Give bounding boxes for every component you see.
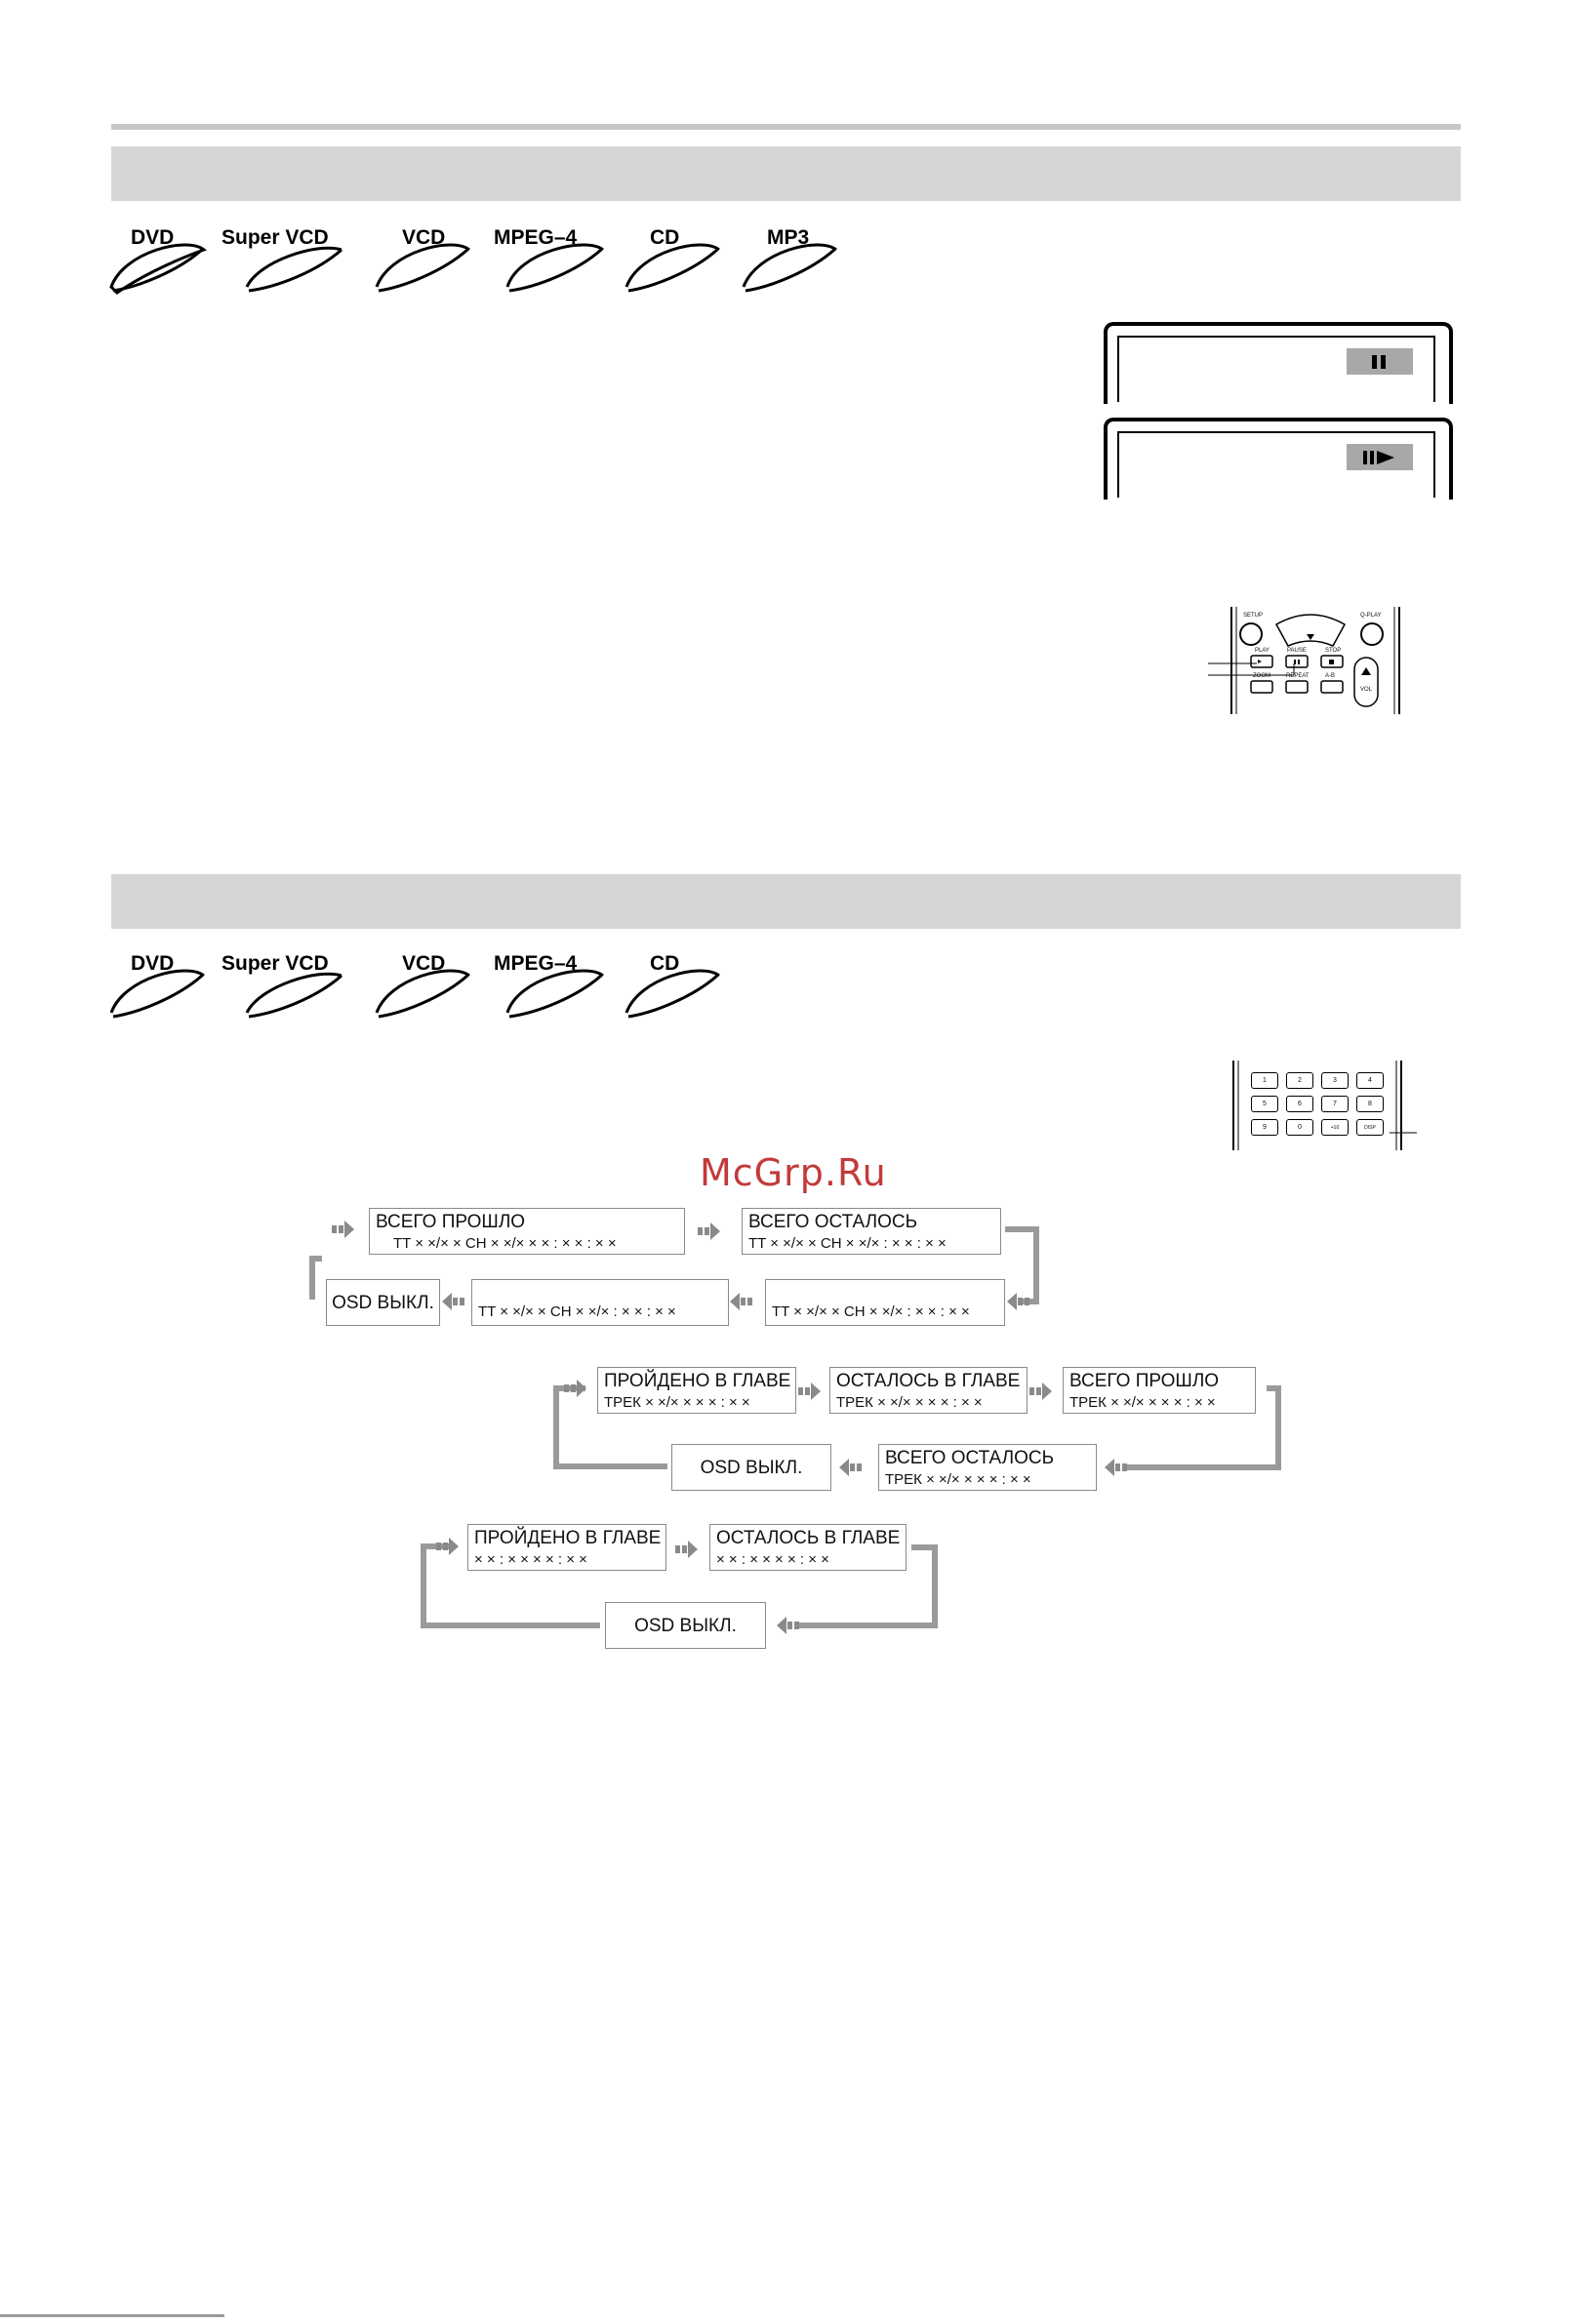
keypad-key-plus10: +10 [1321, 1119, 1349, 1136]
osd-box-off-3: OSD ВЫКЛ. [605, 1602, 766, 1649]
remote-label-play: PLAY [1255, 648, 1270, 654]
remote-label-vol: VOL [1360, 687, 1373, 693]
keypad-key-1: 1 [1251, 1072, 1278, 1089]
remote-label-setup: SETUP [1243, 613, 1264, 619]
osd-box-cd-remaining: ОСТАЛОСЬ В ГЛАВЕ × × : × × × × : × × [709, 1524, 907, 1571]
osd-box-track-elapsed: ПРОЙДЕНО В ГЛАВЕ ТРЕК × ×/× × × × : × × [597, 1367, 796, 1414]
remote-label-zoom: ZOOM [1253, 673, 1270, 679]
keypad-key-disp: DISP [1356, 1119, 1384, 1136]
keypad-key-9: 9 [1251, 1119, 1278, 1136]
osd-box-track-total-elapsed: ВСЕГО ПРОШЛО ТРЕК × ×/× × × × : × × [1063, 1367, 1256, 1414]
footer-rule [0, 2314, 224, 2317]
osd-box-track-total-remaining: ВСЕГО ОСТАЛОСЬ ТРЕК × ×/× × × × : × × [878, 1444, 1097, 1491]
keypad-key-2: 2 [1286, 1072, 1313, 1089]
remote-label-pause: PAUSE [1287, 648, 1307, 654]
remote-label-qplay: Q-PLAY [1360, 613, 1382, 619]
osd-box-off-2: OSD ВЫКЛ. [671, 1444, 831, 1491]
keypad-key-7: 7 [1321, 1096, 1349, 1112]
osd-box-total-elapsed: ВСЕГО ПРОШЛО TT × ×/× × CH × ×/× × × : × × : × × [369, 1208, 685, 1255]
keypad-key-8: 8 [1356, 1096, 1384, 1112]
remote-label-ab: A-B [1325, 673, 1336, 679]
osd-box-chapter-elapsed: TT × ×/× × CH × ×/× : × × : × × [471, 1279, 729, 1326]
osd-box-off-1: OSD ВЫКЛ. [326, 1279, 440, 1326]
remote-label-repeat: REPEAT [1286, 673, 1310, 679]
osd-box-track-remaining: ОСТАЛОСЬ В ГЛАВЕ ТРЕК × ×/× × × × : × × [829, 1367, 1028, 1414]
remote-label-stop: STOP [1325, 648, 1342, 654]
keypad-key-4: 4 [1356, 1072, 1384, 1089]
watermark: McGrp.Ru [700, 1151, 887, 1194]
keypad-key-3: 3 [1321, 1072, 1349, 1089]
osd-box-cd-elapsed: ПРОЙДЕНО В ГЛАВЕ × × : × × × × : × × [467, 1524, 666, 1571]
keypad-key-5: 5 [1251, 1096, 1278, 1112]
keypad-key-6: 6 [1286, 1096, 1313, 1112]
osd-box-total-remaining: ВСЕГО ОСТАЛОСЬ TT × ×/× × CH × ×/× : × × : × × [742, 1208, 1001, 1255]
osd-box-chapter-remaining: TT × ×/× × CH × ×/× : × × : × × [765, 1279, 1005, 1326]
keypad-key-0: 0 [1286, 1119, 1313, 1136]
